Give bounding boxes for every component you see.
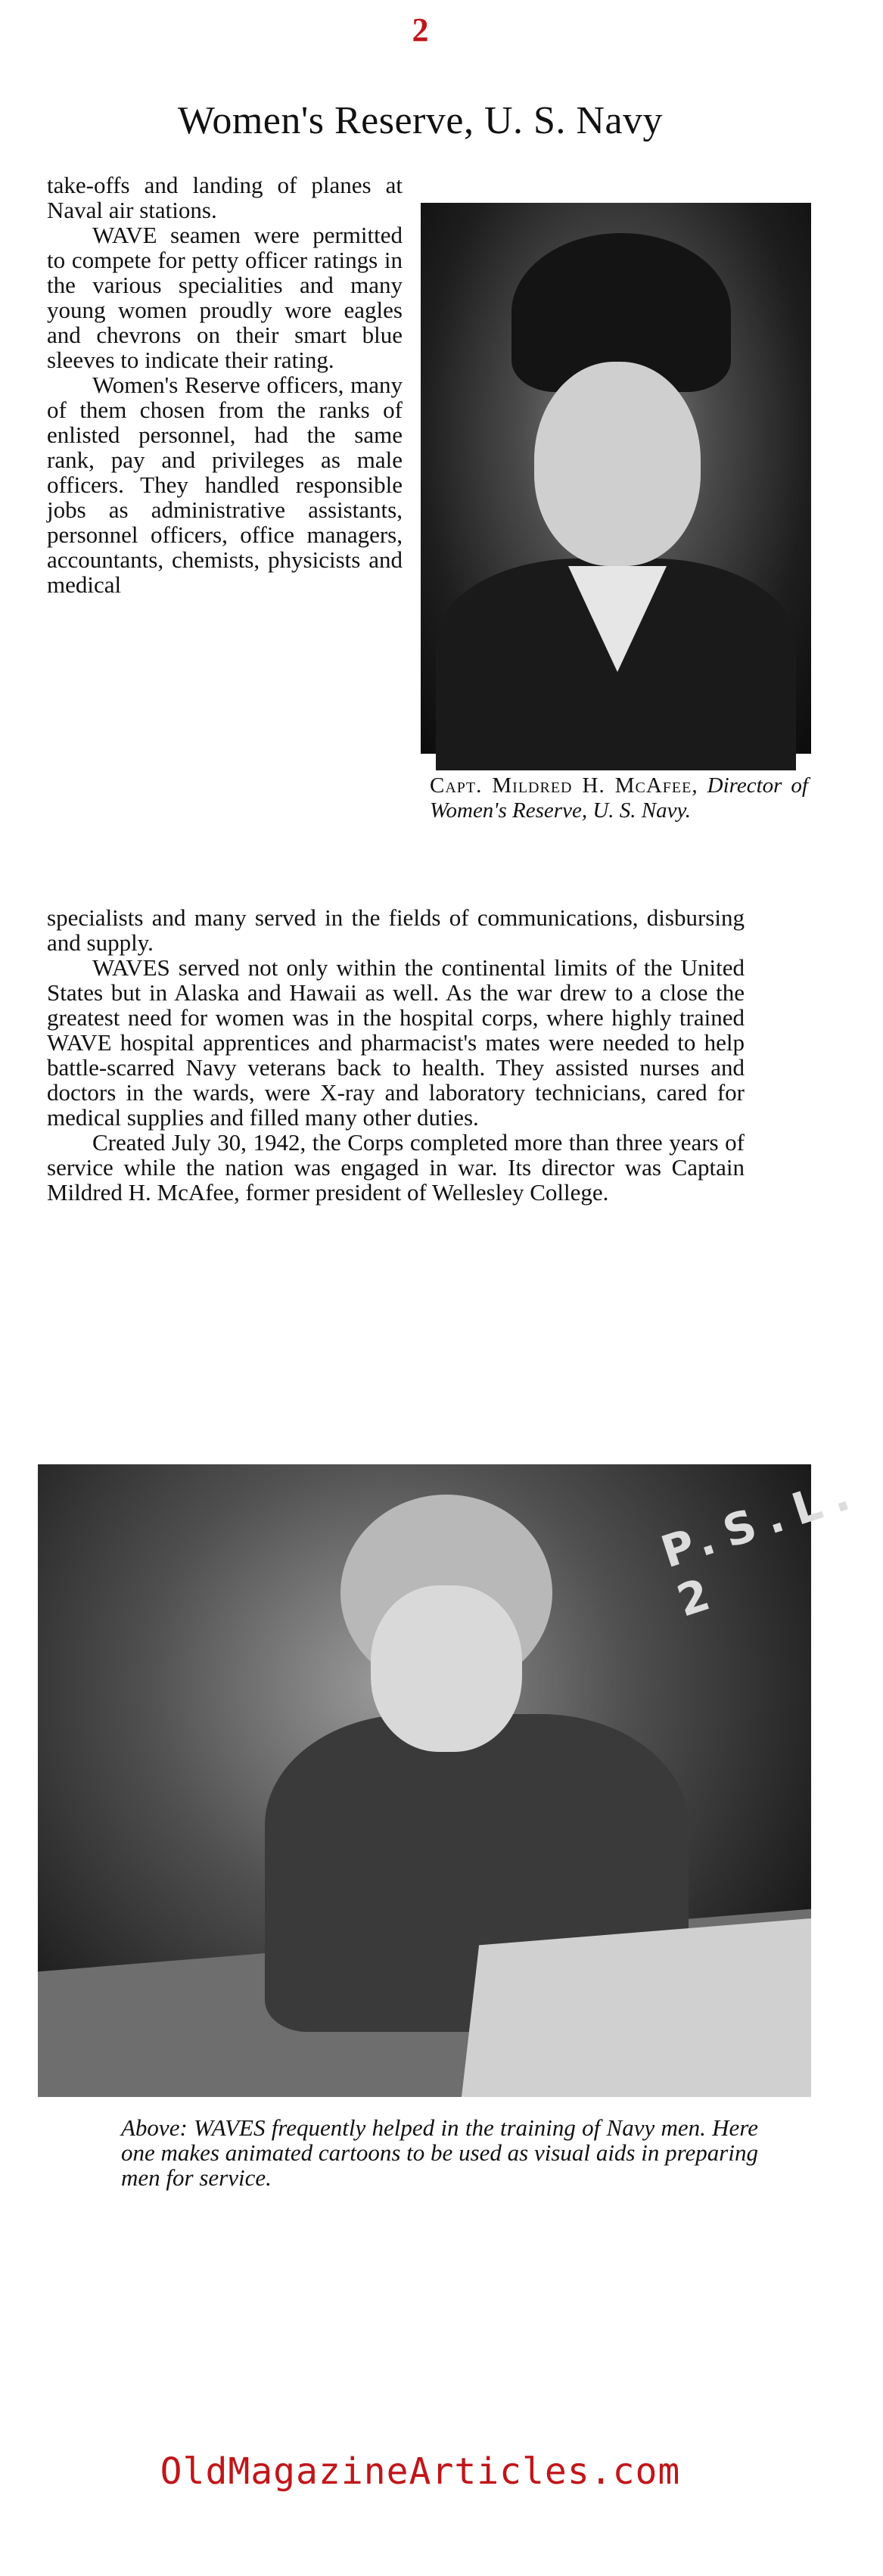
article-paragraph: WAVE seamen were permitted to compete for petty officer ratings in the various specialities and many young women proudly wore eagles and chevrons on their smart blue sleeves to indicate their rating. [47,222,403,373]
photo-caption: Above: WAVES frequently helped in the training of Navy men. Here one makes animated cartoons to be used as visual aids in preparing men for service. [121,2114,758,2191]
page-number: 2 [412,11,429,48]
caption-role: Director of Women's Reserve, U. S. Navy. [430,773,808,823]
site-watermark: OldMagazineArticles.com [160,2450,681,2493]
portrait-caption [430,773,808,823]
photo-face-shape [534,362,701,566]
photo-paper-shape [462,1918,811,2097]
article-paragraph: Women's Reserve officers, many of them chosen from the ranks of enlisted personnel, had the same rank, pay and privileges as male officers. They handled responsible jobs as administrative assistants, personnel officers, office managers, accountants, chemists, physicists and medical [47,372,403,598]
article-paragraph: Created July 30, 1942, the Corps completed more than three years of service while the nation was engaged in war. Its director was Captain Mildred H. McAfee, former president of Wellesley College. [47,1129,745,1206]
photo-marking: P.S.L. 2 [654,1465,868,1627]
page-title: Women's Reserve, U. S. Navy [177,99,664,142]
portrait-photo [421,203,811,754]
wave-photo [38,1464,868,2097]
caption-name: Capt. Mildred H. McAfee, [430,773,698,798]
article-paragraph: specialists and many served in the fields of communications, disbursing and supply. [47,904,745,956]
article-column-full [47,905,745,1205]
article-column-left [47,173,403,597]
photo-face-shape [371,1585,522,1752]
article-paragraph: take-offs and landing of planes at Naval air stations. [47,172,403,223]
article-paragraph: WAVES served not only within the continental limits of the United States but in Alaska and Hawaii as well. As the war drew to a close the greatest need for women was in the hospital corps, where highly trained WAVE hospital apprentices and pharmacist's mates were needed to help battle-scarred Navy veterans back to health. They assisted nurses and doctors in the wards, were X-ray and laboratory technicians, cared for medical supplies and filled many other duties. [47,954,745,1131]
